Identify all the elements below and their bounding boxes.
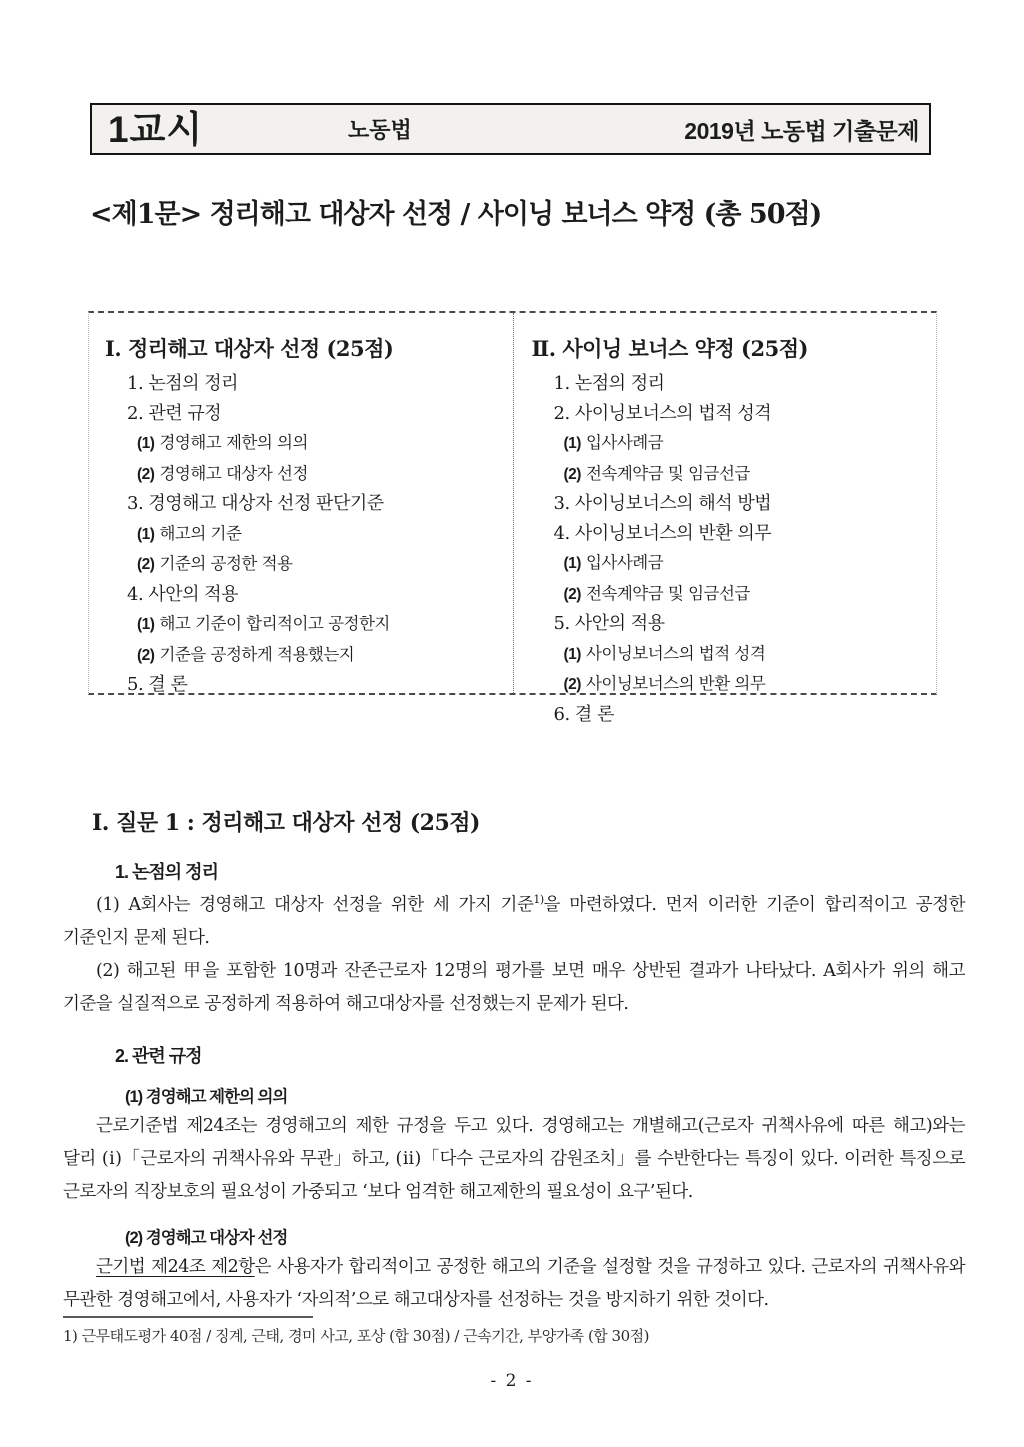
body-paragraph: 근기법 제24조 제2항은 사용자가 합리적이고 공정한 해고의 기준을 설정할 것을 규정하고 있다. 근로자의 귀책사유와 무관한 경영해고에서, 사용자가 ‘자의적’으로 해고대상자를 선정하는 것을 방지하기 위한 것이다. xyxy=(63,1257,965,1310)
outline-item: 3. 사이닝보너스의 해석 방법 xyxy=(553,493,772,514)
body-heading: 2. 관련 규정 xyxy=(115,1046,202,1066)
footnote-reference: 1) xyxy=(533,893,544,907)
body-heading: (1) 경영해고 제한의 의의 xyxy=(125,1088,288,1106)
body-blocks xyxy=(63,858,965,1317)
outline-item: 1. 논점의 정리 xyxy=(553,373,665,394)
outline-column-right xyxy=(513,313,937,725)
outline-item-marker: (1) xyxy=(137,435,155,452)
outline-item-marker: (2) xyxy=(137,556,155,573)
underlined-statute-reference: 근기법 제24조 제2항 xyxy=(96,1257,255,1277)
body-paragraph: (1) A회사는 경영해고 대상자 선정을 위한 세 가지 기준$^{1)}$을 마련하였다. 먼저 이러한 기준이 합리적이고 공정한 기준인지 문제 된다. xyxy=(63,893,965,948)
outline-column-left xyxy=(89,313,513,693)
outline-left-title: Ⅰ. 정리해고 대상자 선정 (25점) xyxy=(105,336,394,361)
outline-item: 5. 결 론 xyxy=(127,674,188,695)
outline-item-marker: (2) xyxy=(563,676,581,693)
outline-right-list xyxy=(530,369,931,729)
outline-item-marker: (2) xyxy=(137,646,155,664)
outline-item: (2) 기준을 공정하게 적용했는지 xyxy=(137,644,355,664)
body-section-title: Ⅰ. 질문 1 : 정리해고 대상자 선정 (25점) xyxy=(92,810,480,836)
outline-item: 2. 관련 규정 xyxy=(127,402,222,424)
question-title: <제1문> 정리해고 대상자 선정 / 사이닝 보너스 약정 (총 50점) xyxy=(90,199,822,230)
outline-item-marker: (2) xyxy=(563,465,581,483)
body-paragraph: 근로기준법 제24조는 경영해고의 제한 규정을 두고 있다. 경영해고는 개별해고(근로자 귀책사유에 따른 해고)와는 달리 (ⅰ)「근로자의 귀책사유와 무관」하고, (ⅱ)「다수 근로자의 감원조치」를 수반한다는 특징이 있다. 이러한 특징으로 근로자의 직장보호의 필요성이 가중되고 ‘보다 엄격한 해고제한의 필요성이 요구’된다. xyxy=(63,1116,965,1202)
page-number: - 2 - xyxy=(490,1371,534,1391)
outline-item: (1) 해고 기준이 합리적이고 공정한지 xyxy=(137,614,390,633)
body-heading: (2) 경영해고 대상자 선정 xyxy=(125,1229,288,1247)
outline-item: (2) 기준의 공정한 적용 xyxy=(137,554,293,573)
outline-item-marker: (1) xyxy=(137,525,155,543)
outline-left-list xyxy=(103,369,507,700)
answer-outline-box xyxy=(88,311,937,725)
outline-item-marker: (1) xyxy=(563,435,581,452)
outline-item: (1) 사이닝보너스의 법적 성격 xyxy=(563,643,766,663)
outline-item: 4. 사안의 적용 xyxy=(127,583,239,605)
footnote-text: 1) 근무태도평가 40점 / 징계, 근태, 경미 사고, 포상 (합 30점) / 근속기간, 부양가족 (합 30점) xyxy=(63,1327,649,1345)
outline-item: (1) 해고의 기준 xyxy=(137,523,242,543)
outline-item-marker: (1) xyxy=(563,555,581,572)
outline-item: 5. 사안의 적용 xyxy=(553,613,665,634)
footnote-area xyxy=(63,1316,965,1346)
outline-item: (1) 입사사례금 xyxy=(563,433,664,452)
outline-item: 6. 결 론 xyxy=(553,703,614,725)
answer-body-section xyxy=(63,806,965,1317)
outline-item-marker: (2) xyxy=(137,465,155,483)
outline-item-marker: (1) xyxy=(563,645,581,663)
outline-item: 2. 사이닝보너스의 법적 성격 xyxy=(553,402,772,424)
exam-header-bar xyxy=(90,103,931,155)
outline-item: (2) 사이닝보너스의 반환 의무 xyxy=(563,674,766,693)
outline-item: 4. 사이닝보너스의 반환 의무 xyxy=(553,522,772,544)
footnote-divider xyxy=(63,1316,313,1318)
outline-item: 3. 경영해고 대상자 선정 판단기준 xyxy=(127,493,384,514)
exam-title-label: 2019년 노동법 기출문제 xyxy=(684,117,919,144)
outline-item: (2) 전속계약금 및 임금선급 xyxy=(563,463,750,483)
body-heading: 1. 논점의 정리 xyxy=(115,862,218,882)
outline-item: (1) 입사사례금 xyxy=(563,553,664,572)
outline-item-marker: (1) xyxy=(137,616,155,633)
body-paragraph: (2) 해고된 甲을 포함한 10명과 잔존근로자 12명의 평가를 보면 매우 상반된 결과가 나타났다. A회사가 위의 해고 기준을 실질적으로 공정하게 적용하여 해고대상자를 선정했는지 문제가 된다. xyxy=(63,961,965,1014)
exam-period-label: 1교시 xyxy=(108,108,204,150)
exam-subject-label: 노동법 xyxy=(348,117,412,143)
outline-item: (2) 전속계약금 및 임금선급 xyxy=(563,583,750,603)
outline-item: (1) 경영해고 제한의 의의 xyxy=(137,433,308,452)
outline-right-title: Ⅱ. 사이닝 보너스 약정 (25점) xyxy=(531,336,808,361)
outline-item-marker: (2) xyxy=(563,585,581,603)
outline-item: (2) 경영해고 대상자 선정 xyxy=(137,463,308,483)
outline-item: 1. 논점의 정리 xyxy=(127,373,239,394)
